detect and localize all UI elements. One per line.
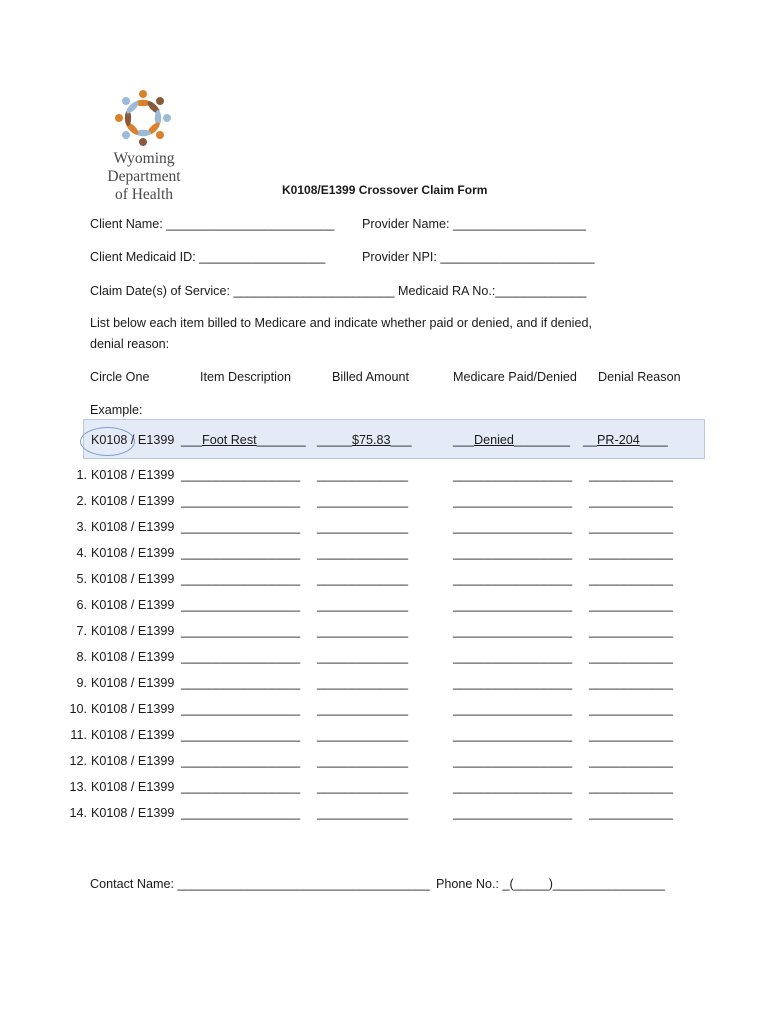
column-header-denial-reason: Denial Reason [598,370,681,384]
example-status-prefix: ___ [453,433,475,447]
row-denial-reason-field[interactable]: ____________ [589,572,674,586]
phone-number-field[interactable]: Phone No.: _(_____)________________ [436,877,665,891]
example-denial-reason [583,433,668,447]
example-code: K0108 / E1399 [91,433,175,447]
row-denial-reason-field[interactable]: ____________ [589,754,674,768]
column-header-circle-one: Circle One [90,370,150,384]
logo-figure-head [115,114,123,122]
row-item-description-field[interactable]: _________________ [181,494,301,508]
row-code-circle-option[interactable]: K0108 / E1399 [91,676,175,690]
row-denial-reason-field[interactable]: ____________ [589,676,674,690]
row-number: 13. [69,780,87,794]
row-denial-reason-field[interactable]: ____________ [589,728,674,742]
row-item-description-field[interactable]: _________________ [181,780,301,794]
row-item-description-field[interactable]: _________________ [181,702,301,716]
provider-npi-field[interactable]: Provider NPI: ______________________ [362,250,595,264]
row-medicare-status-field[interactable]: _________________ [453,598,573,612]
row-medicare-status-field[interactable]: _________________ [453,650,573,664]
example-status-suffix: ________ [513,433,570,447]
example-amount-suffix: ___ [390,433,412,447]
row-item-description-field[interactable]: _________________ [181,754,301,768]
row-billed-amount-field[interactable]: _____________ [317,780,409,794]
row-denial-reason-field[interactable]: ____________ [589,494,674,508]
row-billed-amount-field[interactable]: _____________ [317,754,409,768]
provider-name-field[interactable]: Provider Name: ___________________ [362,217,587,231]
row-denial-reason-field[interactable]: ____________ [589,624,674,638]
row-number: 6. [76,598,87,612]
row-billed-amount-field[interactable]: _____________ [317,494,409,508]
example-reason-prefix: __ [583,433,598,447]
logo-line-1: Wyoming [113,150,175,167]
example-amount-prefix: _____ [317,433,353,447]
form-title: K0108/E1399 Crossover Claim Form [282,183,488,197]
row-medicare-status-field[interactable]: _________________ [453,572,573,586]
row-medicare-status-field[interactable]: _________________ [453,754,573,768]
logo-figure-head [122,131,130,139]
row-denial-reason-field[interactable]: ____________ [589,520,674,534]
row-number: 8. [76,650,87,664]
logo-line-2: Department [107,168,181,185]
example-desc-prefix: ___ [181,433,203,447]
row-billed-amount-field[interactable]: _____________ [317,520,409,534]
example-status-value: Denied [474,433,514,447]
logo-figure-head [163,114,171,122]
row-billed-amount-field[interactable]: _____________ [317,806,409,820]
wyoming-doh-logo [100,88,190,206]
instructions-line-2: denial reason: [90,337,170,351]
row-medicare-status-field[interactable]: _________________ [453,468,573,482]
row-item-description-field[interactable]: _________________ [181,728,301,742]
client-medicaid-id-field[interactable]: Client Medicaid ID: __________________ [90,250,326,264]
row-denial-reason-field[interactable]: ____________ [589,650,674,664]
row-item-description-field[interactable]: _________________ [181,676,301,690]
row-number: 3. [76,520,87,534]
row-item-description-field[interactable]: _________________ [181,598,301,612]
row-code-circle-option[interactable]: K0108 / E1399 [91,546,175,560]
row-number: 12. [69,754,87,768]
row-number: 7. [76,624,87,638]
row-item-description-field[interactable]: _________________ [181,546,301,560]
row-number: 10. [69,702,87,716]
row-number: 2. [76,494,87,508]
row-billed-amount-field[interactable]: _____________ [317,624,409,638]
row-billed-amount-field[interactable]: _____________ [317,728,409,742]
row-medicare-status-field[interactable]: _________________ [453,520,573,534]
logo-figure-head [122,97,130,105]
row-code-circle-option[interactable]: K0108 / E1399 [91,702,175,716]
row-denial-reason-field[interactable]: ____________ [589,598,674,612]
example-amount-value: $75.83 [352,433,391,447]
row-code-circle-option[interactable]: K0108 / E1399 [91,572,175,586]
row-medicare-status-field[interactable]: _________________ [453,728,573,742]
logo-figure-head [156,131,164,139]
example-desc-value: Foot Rest [202,433,257,447]
example-medicare-status [453,433,570,447]
row-code-circle-option[interactable]: K0108 / E1399 [91,780,175,794]
row-billed-amount-field[interactable]: _____________ [317,468,409,482]
example-billed-amount [317,433,412,447]
row-billed-amount-field[interactable]: _____________ [317,598,409,612]
column-header-item-description: Item Description [200,370,291,384]
logo-figure-head [156,97,164,105]
claim-dates-field[interactable]: Claim Date(s) of Service: _______________________ Medicaid RA No.:_____________ [90,284,587,298]
row-item-description-field[interactable]: _________________ [181,468,301,482]
example-reason-suffix: ____ [639,433,668,447]
row-billed-amount-field[interactable]: _____________ [317,650,409,664]
column-header-medicare-status: Medicare Paid/Denied [453,370,577,384]
row-medicare-status-field[interactable]: _________________ [453,806,573,820]
row-item-description-field[interactable]: _________________ [181,572,301,586]
row-code-circle-option[interactable]: K0108 / E1399 [91,494,175,508]
logo-figure-head [139,138,147,146]
example-desc-suffix: _______ [256,433,306,447]
row-medicare-status-field[interactable]: _________________ [453,780,573,794]
row-billed-amount-field[interactable]: _____________ [317,702,409,716]
people-circle-logo-icon [110,88,180,150]
row-number: 4. [76,546,87,560]
row-item-description-field[interactable]: _________________ [181,806,301,820]
row-medicare-status-field[interactable]: _________________ [453,702,573,716]
row-number: 9. [76,676,87,690]
row-billed-amount-field[interactable]: _____________ [317,572,409,586]
row-denial-reason-field[interactable]: ____________ [589,780,674,794]
row-denial-reason-field[interactable]: ____________ [589,546,674,560]
row-code-circle-option[interactable]: K0108 / E1399 [91,468,175,482]
example-reason-value: PR-204 [597,433,640,447]
row-medicare-status-field[interactable]: _________________ [453,494,573,508]
logo-line-3: of Health [114,186,174,203]
logo-figure-head [139,90,147,98]
row-medicare-status-field[interactable]: _________________ [453,546,573,560]
row-code-circle-option[interactable]: K0108 / E1399 [91,520,175,534]
row-billed-amount-field[interactable]: _____________ [317,546,409,560]
row-code-circle-option[interactable]: K0108 / E1399 [91,728,175,742]
row-number: 1. [76,468,87,482]
row-medicare-status-field[interactable]: _________________ [453,676,573,690]
row-denial-reason-field[interactable]: ____________ [589,806,674,820]
example-item-description [181,433,306,447]
client-name-field[interactable]: Client Name: ________________________ [90,217,335,231]
row-code-circle-option[interactable]: K0108 / E1399 [91,754,175,768]
contact-name-field[interactable]: Contact Name: ____________________________________ [90,877,430,891]
row-billed-amount-field[interactable]: _____________ [317,676,409,690]
row-number: 14. [69,806,87,820]
row-code-circle-option[interactable]: K0108 / E1399 [91,806,175,820]
row-medicare-status-field[interactable]: _________________ [453,624,573,638]
instructions-line-1: List below each item billed to Medicare and indicate whether paid or denied, and if denied, [90,316,592,330]
row-item-description-field[interactable]: _________________ [181,520,301,534]
row-denial-reason-field[interactable]: ____________ [589,468,674,482]
row-item-description-field[interactable]: _________________ [181,650,301,664]
example-label: Example: [90,403,143,417]
row-code-circle-option[interactable]: K0108 / E1399 [91,624,175,638]
row-code-circle-option[interactable]: K0108 / E1399 [91,650,175,664]
row-code-circle-option[interactable]: K0108 / E1399 [91,598,175,612]
row-denial-reason-field[interactable]: ____________ [589,702,674,716]
row-item-description-field[interactable]: _________________ [181,624,301,638]
row-number: 5. [76,572,87,586]
column-header-billed-amount: Billed Amount [332,370,410,384]
row-number: 11. [70,728,87,742]
